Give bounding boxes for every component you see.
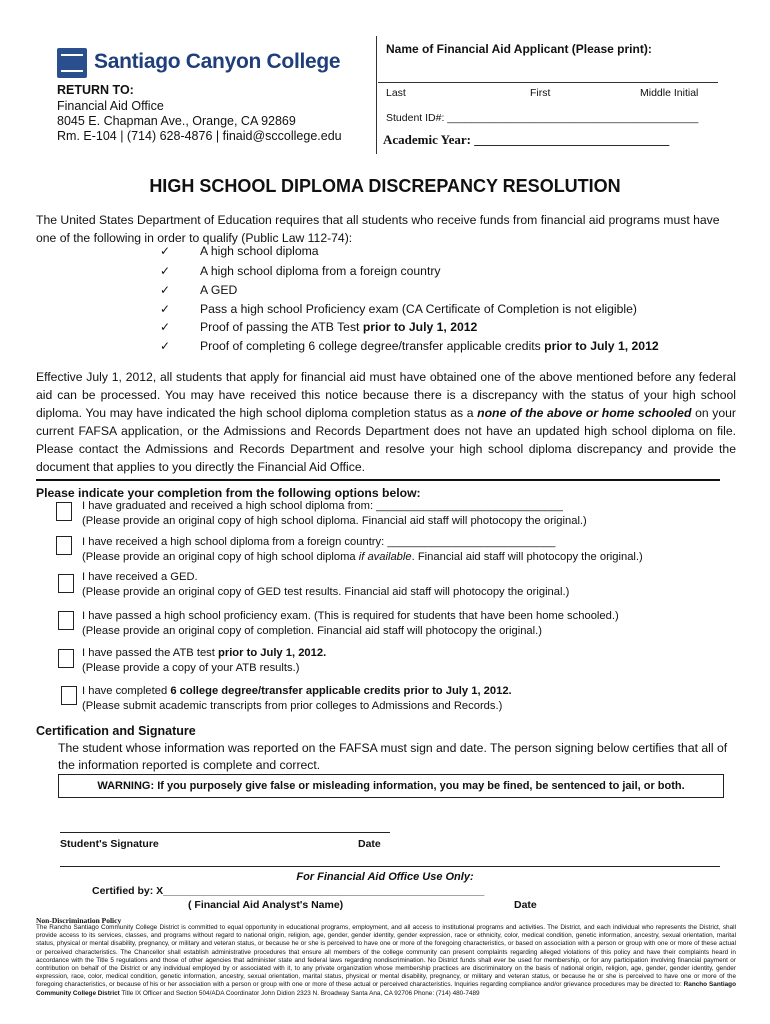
nondiscrimination-title: Non-Discrimination Policy: [36, 916, 122, 925]
effective-paragraph: Effective July 1, 2012, all students that apply for financial aid must have obtained one of the above mentioned before any federal aid can be processed. You may have received this notice because there is a discrepancy with the status of your high school diploma. You may have indicated the high school diploma completion status as a none of the above or home schooled on your current FAFSA application, or the Admissions and Records Department does not have an updated high school diploma on file. Please contact the Admissions and Records Department and resolve your high school diploma discrepancy and provide the document that applies to you directly the Financial Aid Office.: [36, 370, 736, 474]
first-name-label: First: [530, 87, 551, 99]
applicant-name-field[interactable]: [378, 82, 718, 83]
requirement-item: ✓ Proof of passing the ATB Test prior to July 1, 2012: [160, 320, 478, 334]
analyst-name-label: ( Financial Aid Analyst's Name): [188, 899, 344, 911]
check-icon: ✓: [160, 244, 171, 258]
option-note: (Please provide an original copy of completion. Financial aid staff will photocopy the original.): [82, 625, 542, 637]
check-icon: ✓: [160, 302, 171, 316]
option-note: (Please provide an original copy of GED test results. Financial aid staff will photocopy the original.): [82, 586, 570, 598]
middle-initial-label: Middle Initial: [640, 87, 699, 99]
option-checkbox[interactable]: [61, 686, 77, 705]
option-note: (Please submit academic transcripts from prior colleges to Admissions and Records.): [82, 700, 503, 712]
section-divider: [36, 479, 720, 481]
option-text: I have passed the ATB test prior to July 1, 2012.: [82, 647, 327, 659]
requirement-item: ✓ A GED: [160, 283, 238, 297]
certified-by-field[interactable]: Certified by: X_______________________________________________________: [92, 885, 485, 897]
header-divider: [376, 36, 377, 154]
office-use-title: For Financial Aid Office Use Only:: [296, 871, 474, 883]
options-header: Please indicate your completion from the following options below:: [36, 486, 421, 500]
option-text: I have received a high school diploma from a foreign country: ___________________________: [82, 536, 556, 548]
certification-text: The student whose information was reported on the FAFSA must sign and date. The person signing below certifies that all of the information reported is complete and correct.: [58, 741, 728, 772]
requirement-item: ✓ Pass a high school Proficiency exam (CA Certificate of Completion is not eligible): [160, 302, 637, 316]
option-checkbox[interactable]: [56, 502, 72, 521]
requirement-item: ✓ A high school diploma: [160, 244, 319, 258]
check-icon: ✓: [160, 320, 171, 334]
nondiscrimination-body: The Rancho Santiago Community College District is committed to equal opportunity in educational programs, employment, and all access to institutional programs and activities. The District, and each individual who represents the District, shall provide access to its services, classes, and programs without regard to national origin, religion, age, gender, gender identity, gender expression, race or ethnicity, color, medical condition, genetic information, ancestry, sexual orientation, marital status, physical or mental disability, pregnancy, or military and veteran status, or because he or she is perceived to have one or more of the foregoing characteristics, or based on association with a person or group with one or more of these actual or perceived characteristics. The Chancellor shall establish administrative procedures that ensure all members of the college community can present complaints regarding alleged violations of this policy and have their complaints heard in accordance with the Title 5 regulations and those of other agencies that administer state and federal laws regarding nondiscrimination. No District funds shall ever be used for membership, or for any participation involving financial payment or contribution on behalf of the District or any individual employed by or associated with it, to any private organization whose membership practices are discriminatory on the basis of national origin, religion, age, gender, gender identity, gender expression, race, color, medical condition, genetic information, ancestry, sexual orientation, marital status, physical or mental disability, pregnancy, or military and veteran status, or because he or she is perceived to have one or more of the foregoing characteristics, or because of his or her association with a person or group with one or more of these actual or perceived characteristics. Inquiries regarding compliance and/or grievance procedures may be directed to: Rancho Santiago Community College District Title IX Officer and Section 504/ADA Coordinator John Didion 2323 N. Broadway Santa Ana, CA 92706 Phone: (714) 480-7489: [36, 924, 736, 997]
address-line: Rm. E-104 | (714) 628-4876 | finaid@sccollege.edu: [57, 129, 342, 143]
office-date-label: Date: [514, 899, 537, 911]
intro-paragraph: The United States Department of Education requires that all students who receive funds from financial aid programs must have one of the following in order to qualify (Public Law 112-74):: [36, 213, 720, 245]
page-title: HIGH SCHOOL DIPLOMA DISCREPANCY RESOLUTION: [149, 176, 621, 196]
check-icon: ✓: [160, 283, 171, 297]
warning-box: WARNING: If you purposely give false or misleading information, you may be fined, be sentenced to jail, or both.: [58, 774, 724, 798]
college-logo-icon: [57, 48, 87, 78]
last-name-label: Last: [386, 87, 406, 99]
option-text: I have received a GED.: [82, 571, 198, 583]
check-icon: ✓: [160, 339, 171, 353]
requirement-item: ✓ Proof of completing 6 college degree/transfer applicable credits prior to July 1, 2012: [160, 339, 659, 353]
option-note: (Please provide a copy of your ATB results.): [82, 662, 300, 674]
option-checkbox[interactable]: [58, 574, 74, 593]
option-checkbox[interactable]: [58, 649, 74, 668]
return-to-label: RETURN TO:: [57, 83, 134, 97]
option-checkbox[interactable]: [56, 536, 72, 555]
signature-date-label: Date: [358, 838, 381, 850]
student-signature-line[interactable]: [60, 832, 390, 833]
address-line: 8045 E. Chapman Ave., Orange, CA 92869: [57, 114, 296, 128]
student-id-field[interactable]: Student ID#: ___________________________________________: [386, 112, 699, 124]
option-checkbox[interactable]: [58, 611, 74, 630]
requirement-item: ✓ A high school diploma from a foreign country: [160, 264, 441, 278]
option-text: I have passed a high school proficiency exam. (This is required for students that have been home schooled.): [82, 610, 619, 622]
college-name: Santiago Canyon College: [94, 50, 341, 73]
option-text: I have graduated and received a high school diploma from: ______________________________: [82, 500, 563, 512]
option-note: (Please provide an original copy of high school diploma if available. Financial aid staff will photocopy the original.): [82, 551, 643, 563]
option-note: (Please provide an original copy of high school diploma. Financial aid staff will photocopy the original.): [82, 515, 587, 527]
student-signature-label: Student's Signature: [60, 838, 159, 850]
address-line: Financial Aid Office: [57, 99, 164, 113]
option-text: I have completed 6 college degree/transfer applicable credits prior to July 1, 2012.: [82, 685, 512, 697]
check-icon: ✓: [160, 264, 171, 278]
academic-year-field[interactable]: Academic Year: ______________________________: [383, 132, 670, 147]
certification-header: Certification and Signature: [36, 724, 196, 738]
applicant-name-label: Name of Financial Aid Applicant (Please print):: [386, 42, 652, 56]
